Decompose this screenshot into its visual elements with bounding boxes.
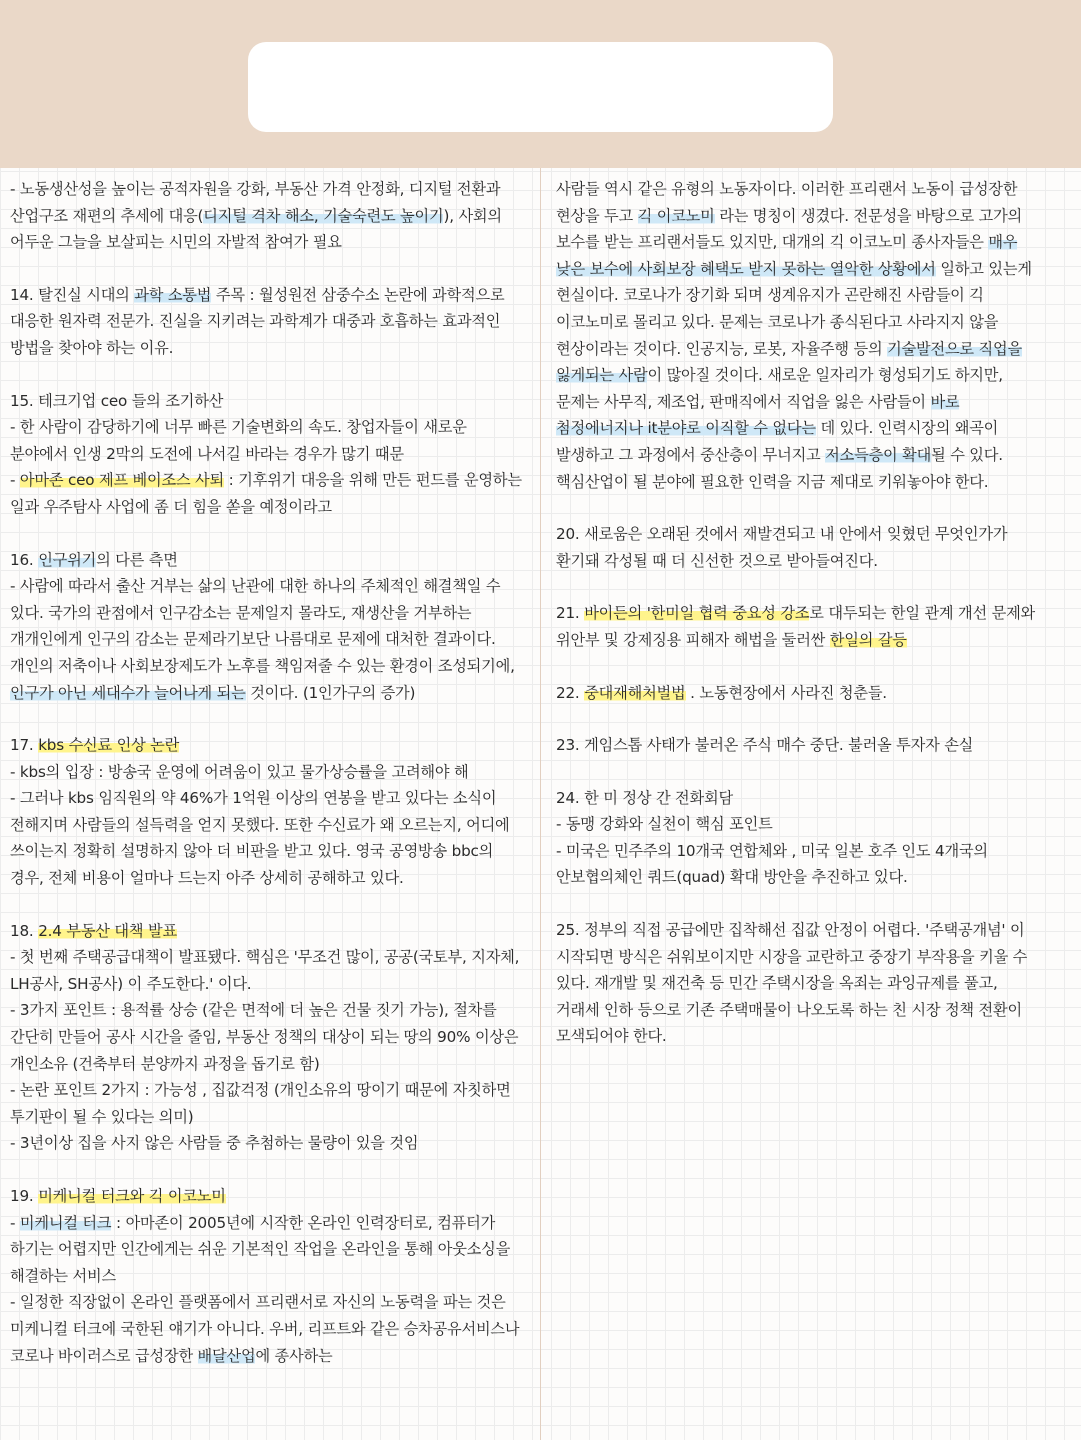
item-13-continued: - 노동생산성을 높이는 공적자원을 강화, 부동산 가격 안정화, 디지털 전환과 산업구조 재편의 추세에 대응(디지털 격차 해소, 기술숙련도 높이기), 사회의 어두운 그늘을 보살피는 시민의 자발적 참여가 필요 <box>10 180 502 252</box>
item-15-line-2: - 아마존 ceo 제프 베이조스 사퇴 : 기후위기 대응을 위해 만든 펀드를 운영하는 일과 우주탐사 사업에 좀 더 힘을 쏟을 예정이라고 <box>10 471 522 516</box>
item-18-title: 18. 2.4 부동산 대책 발표 <box>10 921 177 940</box>
item-18-line-3: - 논란 포인트 2가지 : 가능성 , 집값걱정 (개인소유의 땅이기 때문에 자칫하면 투기판이 될 수 있다는 의미) <box>10 1081 511 1126</box>
column-divider <box>540 168 541 1440</box>
item-16-title: 16. 인구위기의 다른 측면 <box>10 550 178 569</box>
item-14: 14. 탈진실 시대의 과학 소통법 주목 : 월성원전 삼중수소 논란에 과학적으로 대응한 원자력 전문가. 진실을 지키려는 과학계가 대중과 호흡하는 효과적인 방법을 찾아야 하는 이유. <box>10 285 505 357</box>
item-15-line-1: - 한 사람이 감당하기에 너무 빠른 기술변화의 속도. 창업자들이 새로운 분야에서 인생 2막의 도전에 나서길 바라는 경우가 많기 때문 <box>10 418 467 463</box>
item-18-line-1: - 첫 번째 주택공급대책이 발표됐다. 핵심은 '무조건 많이, 공공(국토부, 지자체, LH공사, SH공사) 이 주도한다.' 이다. <box>10 948 520 993</box>
item-22: 22. 중대재해처벌법 . 노동현장에서 사라진 청춘들. <box>556 683 887 702</box>
title-box <box>248 42 833 132</box>
item-19-continued: 사람들 역시 같은 유형의 노동자이다. 이러한 프리랜서 노동이 급성장한 현상을 두고 긱 이코노미 라는 명칭이 생겼다. 전문성을 바탕으로 고가의 보수를 받는 프리랜서들도 있지만, 대개의 긱 이코노미 종사자들은 매우 낮은 보수에 사회보장 혜택도 받지 못하는 열악한 상황에서 일하고 있는게 현실이다. 코로나가 장기화 되며 생계유지가 곤란해진 사람들이 긱 이코노미로 몰리고 있다. 문제는 코로나가 종식된다고 사라지지 않을 현상이라는 것이다. 인공지능, 로봇, 자율주행 등의 기술발전으로 직업을 잃게되는 사람이 많아질 것이다. 새로운 일자리가 형성되기도 하지만, 문제는 사무직, 제조업, 판매직에서 직업을 잃은 사람들이 바로 첨정에너지나 it분야로 이직할 수 없다는 데 있다. 인력시장의 왜곡이 발생하고 그 과정에서 중산층이 무너지고 저소득층이 확대될 수 있다. 핵심산업이 될 분야에 필요한 인력을 지금 제대로 키워놓아야 한다. <box>556 180 1032 491</box>
item-18-line-2: - 3가지 포인트 : 용적률 상승 (같은 면적에 더 높은 건물 짓기 가능), 절차를 간단히 만들어 공사 시간을 줄임, 부동산 정책의 대상이 되는 땅의 90% 이상은 개인소유 (건축부터 분양까지 과정을 돕기로 함) <box>10 1001 519 1073</box>
item-19-line-1: - 미케니컬 터크 : 아마존이 2005년에 시작한 온라인 인력장터로, 컴퓨터가 하기는 어렵지만 인간에게는 쉬운 기본적인 작업을 온라인을 통해 아웃소싱을 해결하는 서비스 <box>10 1213 511 1285</box>
item-24-line-1: - 동맹 강화와 실천이 핵심 포인트 <box>556 815 773 834</box>
item-15-title: 15. 테크기업 ceo 들의 조기하산 <box>10 391 224 410</box>
item-16-body: - 사람에 따라서 출산 거부는 삶의 난관에 대한 하나의 주체적인 해결책일 수 있다. 국가의 관점에서 인구감소는 문제일지 몰라도, 재생산을 거부하는 개개인에게 인구의 감소는 문제라기보단 나름대로 문제에 대처한 결과이다. 개인의 저축이나 사회보장제도가 노후를 책임져줄 수 있는 환경이 조성되기에, 인구가 아닌 세대수가 늘어나게 되는 것이다. (1인가구의 증가) <box>10 577 515 702</box>
item-23: 23. 게임스톱 사태가 불러온 주식 매수 중단. 불러올 투자자 손실 <box>556 736 974 755</box>
right-column <box>556 176 1044 1050</box>
item-20: 20. 새로움은 오래된 것에서 재발견되고 내 안에서 잊혔던 무엇인가가 환기돼 각성될 때 더 신선한 것으로 받아들여진다. <box>556 525 1008 570</box>
item-25: 25. 정부의 직접 공급에만 집착해선 집값 안정이 어렵다. '주택공개념' 이 시작되면 방식은 쉬워보이지만 시장을 교란하고 중장기 부작용을 키울 수 있다. 재개발 및 재건축 등 민간 주택시장을 옥죄는 과잉규제를 풀고, 거래세 인하 등으로 기존 주택매물이 나오도록 하는 친 시장 정책 전환이 모색되어야 한다. <box>556 921 1028 1046</box>
header-band <box>0 0 1081 168</box>
item-19-line-2: - 일정한 직장없이 온라인 플랫폼에서 프리랜서로 자신의 노동력을 파는 것은 미케니컬 터크에 국한된 얘기가 아니다. 우버, 리프트와 같은 승차공유서비스나 코로나 바이러스로 급성장한 배달산업에 종사하는 <box>10 1293 520 1365</box>
item-17-title: 17. kbs 수신료 인상 논란 <box>10 736 180 755</box>
item-19-title: 19. 미케니컬 터크와 긱 이코노미 <box>10 1187 226 1205</box>
item-24-line-2: - 미국은 민주주의 10개국 연합체와 , 미국 일본 호주 인도 4개국의 안보협의체인 쿼드(quad) 확대 방안을 추진하고 있다. <box>556 841 988 887</box>
item-18-line-4: - 3년이상 집을 사지 않은 사람들 중 추첨하는 물량이 있을 것임 <box>10 1134 419 1153</box>
item-24-title: 24. 한 미 정상 간 전화회담 <box>556 788 733 807</box>
item-17-line-1: - kbs의 입장 : 방송국 운영에 어려움이 있고 물가상승률을 고려해야 해 <box>10 762 469 781</box>
left-column <box>10 176 524 1369</box>
item-17-line-2: - 그러나 kbs 임직원의 약 46%가 1억원 이상의 연봉을 받고 있다는 소식이 전해지며 사람들의 설득력을 얻지 못했다. 또한 수신료가 왜 오르는지, 어디에 쓰이는지 정확히 설명하지 않아 더 비판을 받고 있다. 영국 공영방송 bbc의 경우, 전체 비용이 얼마나 드는지 아주 상세히 공해하고 있다. <box>10 789 510 888</box>
item-21: 21. 바이든의 '한미일 협력 중요성 강조로 대두되는 한일 관계 개선 문제와 위안부 및 강제징용 피해자 해법을 둘러싼 한일의 갈등 <box>556 604 1036 649</box>
